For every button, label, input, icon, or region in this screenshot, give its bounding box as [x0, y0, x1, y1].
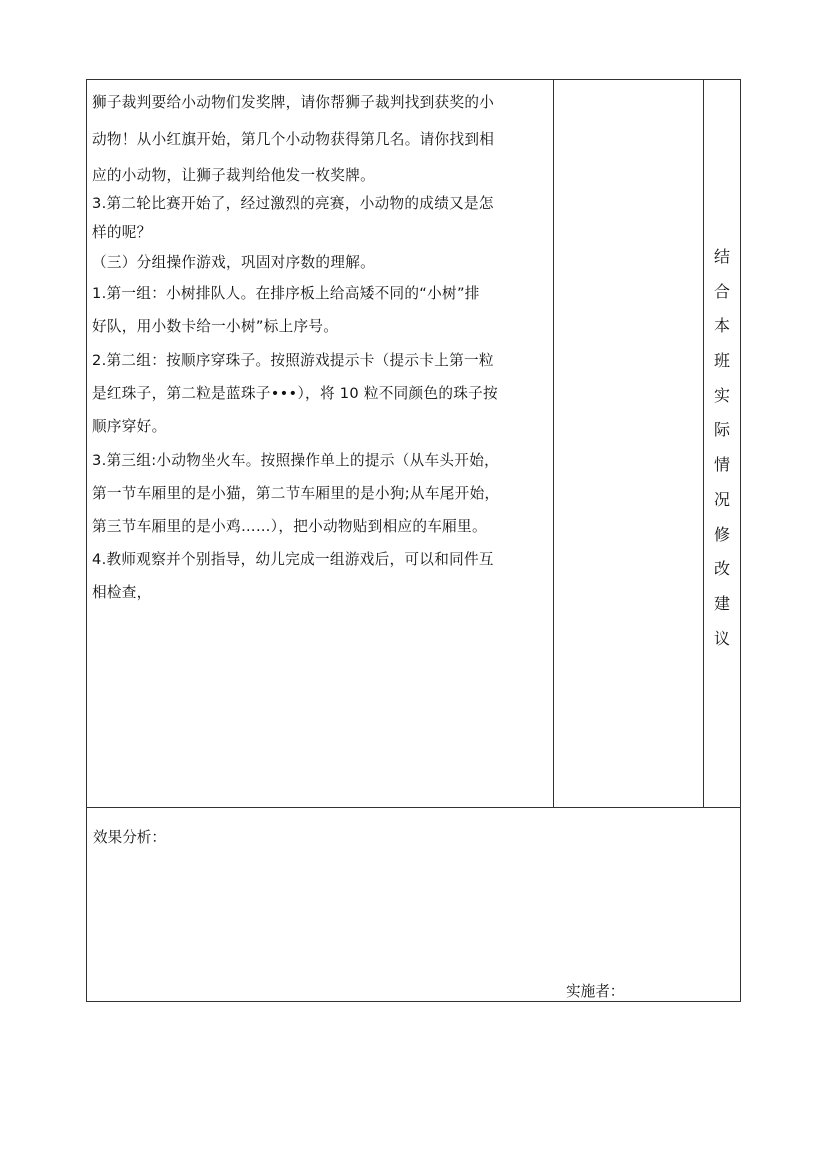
vertical-char: 建 [713, 593, 730, 613]
text-line: 顺序穿好。 [92, 418, 167, 435]
vertical-char: 际 [713, 420, 730, 440]
text-line: （三）分组操作游戏，巩固对序数的理解。 [92, 254, 375, 271]
text-line: 4.教师观察并个别指导，幼儿完成一组游戏后，可以和同件互 [92, 551, 494, 568]
text-line: 好队，用小数卡给一小树”标上序号。 [92, 318, 339, 335]
text-line: 2.第二组：按顺序穿珠子。按照游戏提示卡（提示卡上第一粒 [92, 352, 494, 369]
vertical-char: 实 [713, 385, 730, 405]
vertical-char: 改 [713, 559, 730, 579]
vertical-char: 修 [713, 524, 730, 544]
vertical-char: 情 [713, 455, 730, 475]
text-line: 样的呢？ [92, 224, 152, 241]
row-divider [86, 807, 741, 808]
vertical-char: 况 [713, 489, 730, 509]
text-line: 1.第一组：小树排队人。在排序板上给高矮不同的“小树”排 [92, 285, 480, 302]
vertical-char: 议 [713, 628, 730, 648]
revision-suggestion-column [703, 240, 741, 656]
vertical-char: 结 [713, 247, 730, 266]
text-line: 狮子裁判要给小动物们发奖牌，请你帮狮子裁判找到获奖的小 [92, 94, 495, 111]
text-line: 3.第二轮比赛开始了，经过激烈的亮赛，小动物的成绩又是怎 [92, 195, 494, 212]
text-line: 3.第三组:小动物坐火车。按照操作单上的提示（从车头开始， [92, 452, 499, 469]
text-line: 第一节车厢里的是小猫，第二节车厢里的是小狗;从车尾开始， [92, 485, 500, 502]
text-line: 第三节车厢里的是小鸡……），把小动物贴到相应的车厢里。 [92, 518, 487, 535]
text-line: 是红珠子，第二粒是蓝珠子•••），将 10 粒不同颜色的珠子按 [92, 385, 498, 402]
activity-process-cell [92, 89, 548, 609]
implementer-label: 实施者： [566, 983, 625, 1000]
vertical-char: 班 [713, 351, 730, 371]
vertical-char: 本 [713, 316, 730, 336]
vertical-char: 合 [713, 281, 730, 301]
column-divider-1 [553, 79, 554, 807]
text-line: 动物！从小红旗开始，第几个小动物获得第几名。请你找到相 [92, 131, 495, 148]
text-line: 相检查， [92, 584, 152, 601]
effect-analysis-label: 效果分析： [93, 829, 166, 846]
text-line: 应的小动物，让狮子裁判给他发一枚奖牌。 [92, 167, 375, 184]
